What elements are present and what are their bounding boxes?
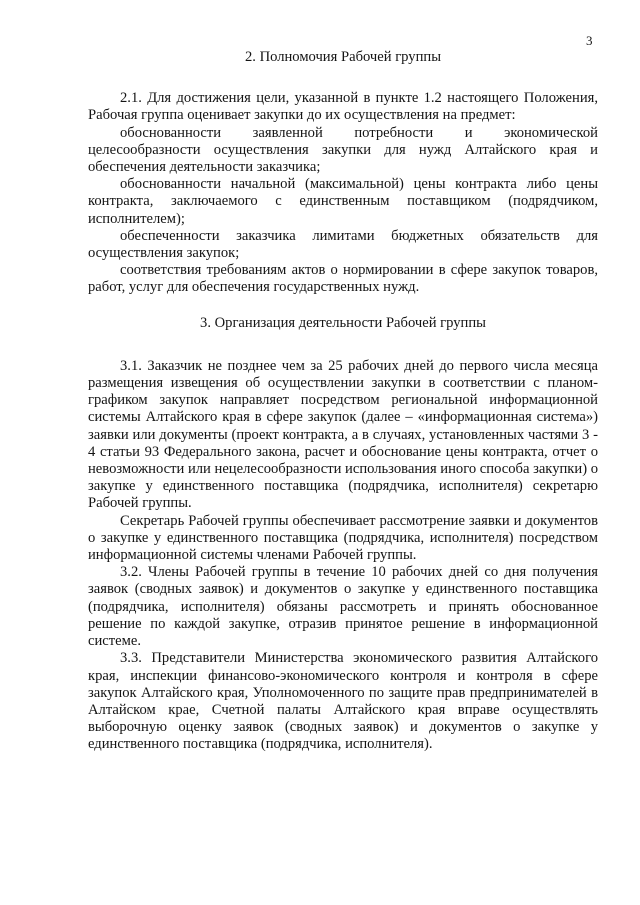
list-item: обеспеченности заказчика лимитами бюджетных обязательств для осуществления закупок; [88, 227, 598, 262]
paragraph-3-2: 3.2. Члены Рабочей группы в течение 10 рабочих дней со дня получения заявок (сводных заявок) и документов о закупке у единственного поставщика (подрядчика, исполнителя) обязаны рассмотреть и принять обоснованное решение по каждой закупке, отразив принятое решение в информационной системе. [88, 564, 598, 650]
paragraph-secretary: Секретарь Рабочей группы обеспечивает рассмотрение заявки и документов о закупке у единственного поставщика (подрядчика, исполнителя) посредством информационной системы членами Рабочей группы. [88, 512, 598, 564]
document-body [88, 49, 598, 754]
section-2-heading: 2. Полномочия Рабочей группы [244, 49, 442, 65]
list-item: соответствия требованиям актов о нормировании в сфере закупок товаров, работ, услуг для обеспечения государственных нужд. [88, 262, 598, 296]
list-item: обоснованности начальной (максимальной) цены контракта либо цены контракта, заключаемого с единственным поставщиком (подрядчиком, исполнителем); [88, 176, 598, 227]
page-number: 3 [586, 33, 593, 48]
section-3-heading: 3. Организация деятельности Рабочей группы [200, 314, 486, 331]
list-item: обоснованности заявленной потребности и экономической целесообразности осуществления закупки для нужд Алтайского края и обеспечения деятельности заказчика; [88, 124, 598, 176]
paragraph-2-1: 2.1. Для достижения цели, указанной в пункте 1.2 настоящего Положения, Рабочая группа оценивает закупки до их осуществления на предмет: [88, 90, 598, 124]
paragraph-3-1: 3.1. Заказчик не позднее чем за 25 рабочих дней до первого числа месяца размещения извещения об осуществлении закупки в соответствии с планом-графиком закупок направляет посредством региональной информационной системы Алтайского края в сфере закупок (далее – «информационная система») заявки или документы (проект контракта, а в случаях, установленных частями 3 - 4 статьи 93 Федерального закона, расчет и обоснование цены контракта, отчет о невозможности или нецелесообразности использования иного способа закупки) о закупке у единственного поставщика (подрядчика, исполнителя) секретарю Рабочей группы. [88, 357, 599, 512]
paragraph-3-3: 3.3. Представители Министерства экономического развития Алтайского края, инспекции финансово-экономического контроля и контроля в сфере закупок Алтайского края, Уполномоченного по защите прав предпринимателей в Алтайском крае, Счетной палаты Алтайского края вправе осуществлять выборочную оценку заявок (сводных заявок) и документов о закупке у единственного поставщика (подрядчика, исполнителя). [88, 650, 598, 753]
